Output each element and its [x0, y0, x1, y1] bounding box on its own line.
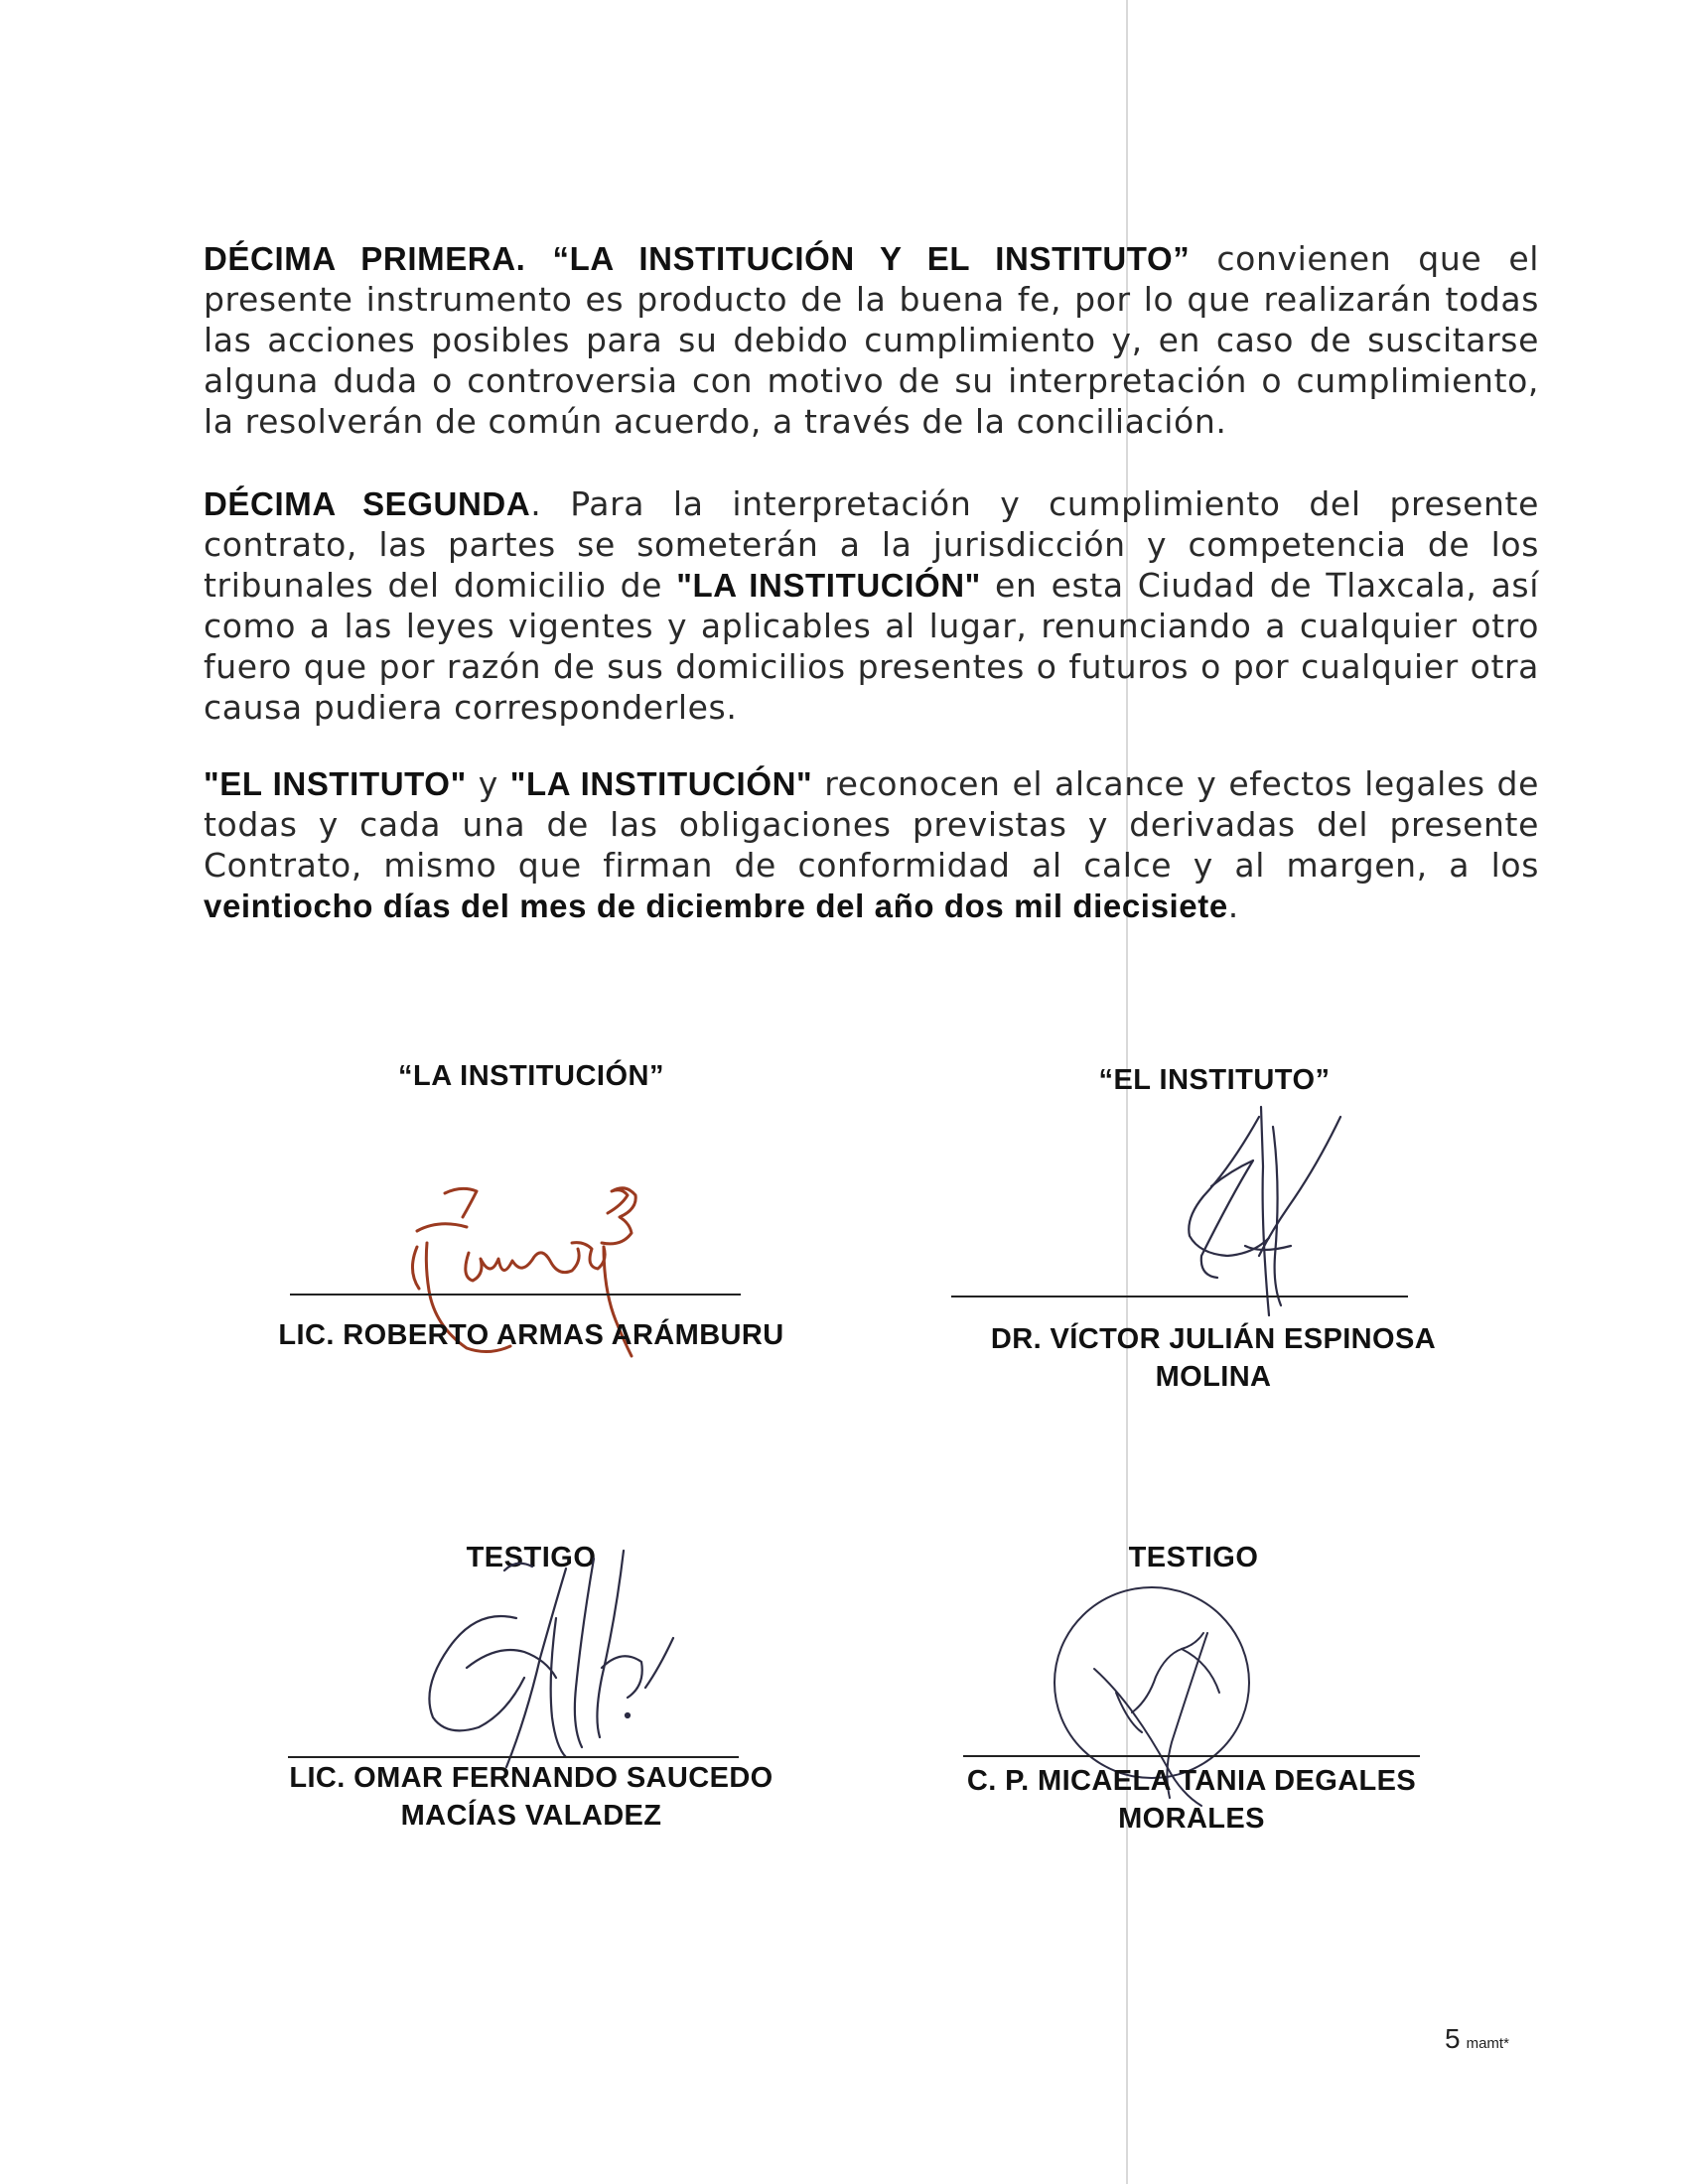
- party-name: "EL INSTITUTO": [204, 765, 467, 802]
- signer-name-line: MACÍAS VALADEZ: [400, 1800, 662, 1832]
- connector-text: y: [466, 764, 510, 803]
- page-footer: [1445, 2023, 1509, 2055]
- party-name: “LA INSTITUCIÓN Y EL INSTITUTO”: [552, 240, 1191, 277]
- closing-text: reconocen el alcance y efectos legales de todas y cada una de las obligaciones previstas y derivadas del presente Contrato, mismo que firman de conformidad al calce y al margen, a los: [204, 764, 1540, 885]
- clause-decima-primera: [204, 238, 1539, 442]
- page-number: 5: [1445, 2023, 1461, 2054]
- signer-name-line: MORALES: [1118, 1803, 1265, 1835]
- witness-left-name: [253, 1759, 809, 1835]
- closing-period: .: [1227, 887, 1239, 925]
- document-initials: mamt*: [1466, 2035, 1509, 2052]
- right-signature-line: [951, 1296, 1408, 1297]
- witness-right-label: TESTIGO: [1128, 1542, 1259, 1573]
- clause-heading: DÉCIMA SEGUNDA: [204, 485, 531, 522]
- closing-paragraph: [204, 763, 1539, 926]
- signer-name-line: DR. VÍCTOR JULIÁN ESPINOSA: [990, 1323, 1437, 1355]
- witness-right-name: [914, 1762, 1470, 1838]
- clause-text: . Para la interpretación y cumplimiento del presente contrato, las partes se someterán a la jurisdicción y competencia de los tribunales del domicilio de: [204, 484, 1539, 605]
- signer-name-line: MOLINA: [1155, 1361, 1272, 1393]
- left-party-label: “LA INSTITUCIÓN”: [398, 1060, 664, 1092]
- signing-date: veintiocho días del mes de diciembre del año dos mil diecisiete: [204, 887, 1228, 924]
- signer-name-line: C. P. MICAELA TANIA DEGALES: [966, 1765, 1417, 1797]
- signature-roberto-armas: [377, 1152, 695, 1449]
- signer-name-line: LIC. OMAR FERNANDO SAUCEDO: [289, 1762, 774, 1794]
- right-party-label: “EL INSTITUTO”: [1098, 1064, 1331, 1096]
- witness-right-signature-line: [963, 1755, 1420, 1757]
- clause-text: en esta Ciudad de Tlaxcala, así como a las leyes vigentes y aplicables al lugar, renunciando a cualquier otro fuero que por razón de sus domicilios presentes o futuros o por cualquier otra causa pudiera corresponderles.: [204, 566, 1539, 727]
- left-signature-line: [290, 1294, 741, 1296]
- signature-omar-saucedo: [407, 1549, 695, 1777]
- clause-decima-segunda: [204, 483, 1539, 728]
- party-name: "LA INSTITUCIÓN": [676, 567, 981, 604]
- party-name: "LA INSTITUCIÓN": [509, 765, 813, 802]
- left-signer-name: LIC. ROBERTO ARMAS ARÁMBURU: [278, 1319, 784, 1351]
- witness-left-label: TESTIGO: [466, 1542, 597, 1573]
- right-signer-name: [935, 1320, 1491, 1396]
- signature-victor-espinosa: [1142, 1107, 1360, 1325]
- witness-left-signature-line: [288, 1756, 739, 1758]
- clause-text: convienen que el presente instrumento es producto de la buena fe, por lo que realizarán todas las acciones posibles para su debido cumplimiento y, en caso de suscitarse alguna duda o controversia con motivo de su interpretación o cumplimiento, la resolverán de común acuerdo, a través de la conciliación.: [204, 239, 1540, 441]
- clause-heading: DÉCIMA PRIMERA.: [204, 240, 526, 277]
